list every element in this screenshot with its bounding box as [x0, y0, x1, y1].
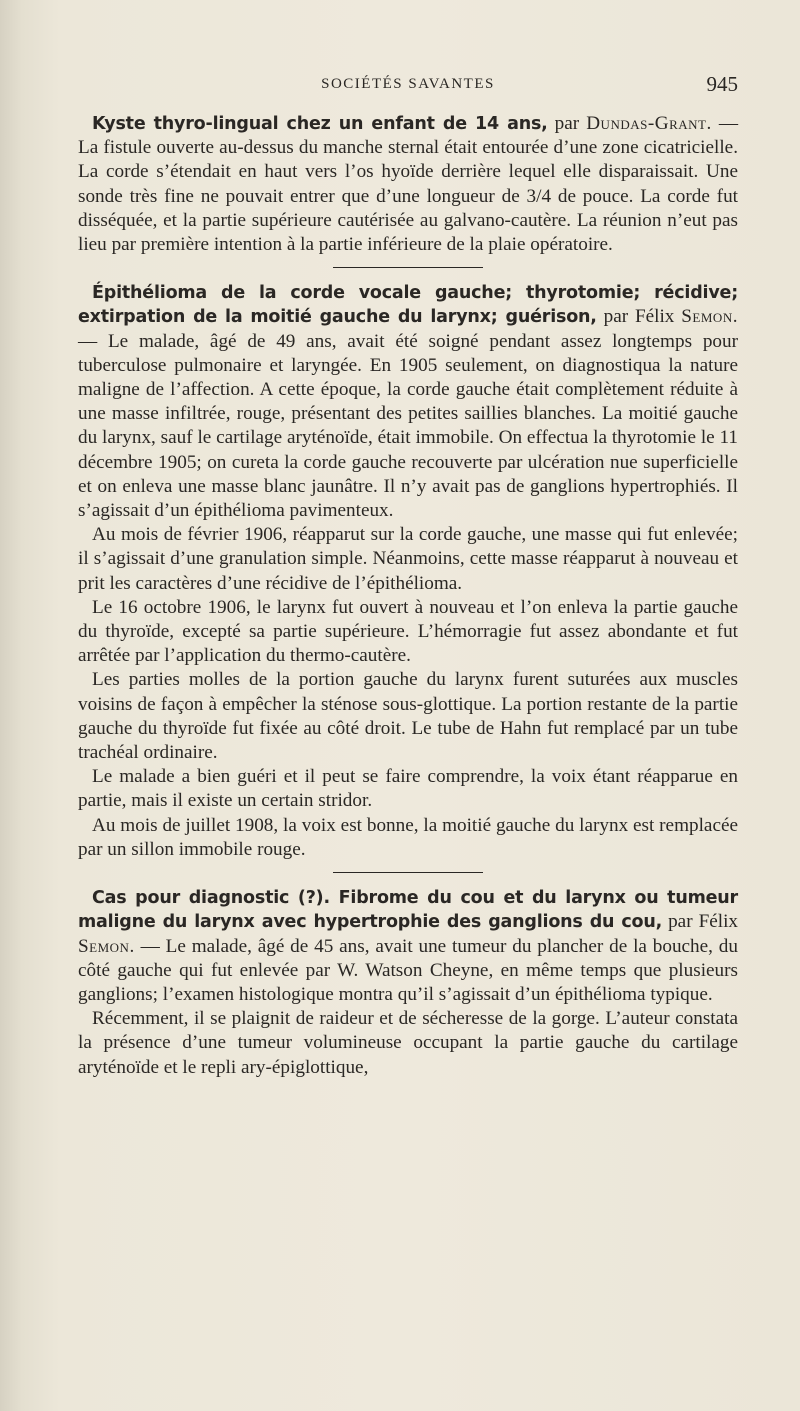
article-2-paragraph-3: Le 16 octobre 1906, le larynx fut ouvert à nouveau et l’on enleva la partie gauche du thyroïde, excepté sa partie supérieure. L’hémorragie fut assez abondante et fut arrêtée par l’application du thermo-cautère. — [78, 596, 738, 667]
article-1-author: Dundas-Grant. — [586, 113, 712, 134]
body-text — [78, 112, 738, 1080]
article-1-title: Kyste thyro-lingual chez un enfant de 14 ans, — [92, 114, 548, 134]
article-2-author: Semon. — [681, 306, 739, 328]
article-2-by: par Félix — [603, 306, 675, 328]
article-1-body: — La fistule ouverte au-dessus du manche sternal était entourée d’une zone cicatricielle. La corde s’étendait en haut vers l’os hyoïde derrière lequel elle disparaissait. Une sonde très fine ne pouvait entrer que d’une longueur de 3/4 de pouce. La corde fut disséquée, et la partie supérieure cautérisée au galvano-cautère. La réunion n’eut pas lieu par première intention à la partie inférieure de la plaie opératoire. — [78, 113, 738, 256]
article-2-paragraph-6: Au mois de juillet 1908, la voix est bonne, la moitié gauche du larynx est remplacée par un sillon immobile rouge. — [78, 814, 738, 860]
article-2-paragraph-2: Au mois de février 1906, réapparut sur la corde gauche, une masse qui fut enlevée; il s’agissait d’une granulation simple. Néanmoins, cette masse réapparut à nouveau et prit les caractères d’une récidive de l’épithélioma. — [78, 524, 738, 594]
article-2-p1: — Le malade, âgé de 49 ans, avait été soigné pendant assez longtemps pour tuberculose pulmonaire et laryngée. En 1905 seulement, on diagnostiqua la nature maligne de l’affection. A cette époque, la corde gauche était complètement réduite à une masse infiltrée, rouge, présentant des petites saillies blanches. La moitié gauche du larynx, sauf le cartilage aryténoïde, était immobile. On effectua la thyrotomie le 11 décembre 1905; on cureta la corde gauche recouverte par ulcération nue superficielle et on enleva une masse blanc jaunâtre. Il n’y avait pas de ganglions hypertrophiés. Il s’agissait d’un épithélioma pavimenteux. — [78, 330, 738, 522]
article-3-author: Semon. — [78, 935, 135, 957]
running-title: SOCIÉTÉS SAVANTES — [321, 76, 495, 92]
page-header — [78, 72, 738, 102]
section-divider — [333, 267, 483, 268]
page-number: 945 — [706, 72, 738, 96]
article-1-by: par — [554, 113, 580, 134]
article-2-paragraph-5: Le malade a bien guéri et il peut se faire comprendre, la voix étant réapparue en partie, mais il existe un certain stridor. — [78, 766, 738, 812]
article-3-paragraph-2: Récemment, il se plaignit de raideur et de sécheresse de la gorge. L’auteur constata la présence d’une tumeur volumineuse occupant la partie gauche du cartilage aryténoïde et le repli ary-épiglottique, — [78, 1008, 738, 1078]
article-2-paragraph-4: Les parties molles de la portion gauche du larynx furent suturées aux muscles voisins de façon à empêcher la sténose sous-glottique. La portion restante de la partie gauche du thyroïde fut fixée au côté droit. Le tube de Hahn fut remplacé par un tube trachéal ordinaire. — [78, 669, 738, 764]
article-3-p1: — Le malade, âgé de 45 ans, avait une tumeur du plancher de la bouche, du côté gauche qui fut enlevée par W. Watson Cheyne, en même temps que plusieurs ganglions; l’examen histologique montra qu’il s’agissait d’un épithélioma typique. — [78, 935, 738, 1005]
article-2-paragraph-1 — [78, 281, 738, 523]
article-3-title: Cas pour diagnostic (?). Fibrome du cou et du larynx ou tumeur maligne du larynx avec hypertrophie des ganglions du cou, — [78, 888, 738, 933]
article-3-paragraph-1 — [78, 886, 738, 1007]
article-2-title: Épithélioma de la corde vocale gauche; thyrotomie; récidive; extirpation de la moitié gauche du larynx; guérison, — [78, 283, 738, 328]
article-3-by: par Félix — [668, 911, 739, 933]
section-divider — [333, 872, 483, 873]
article-1 — [78, 112, 738, 257]
